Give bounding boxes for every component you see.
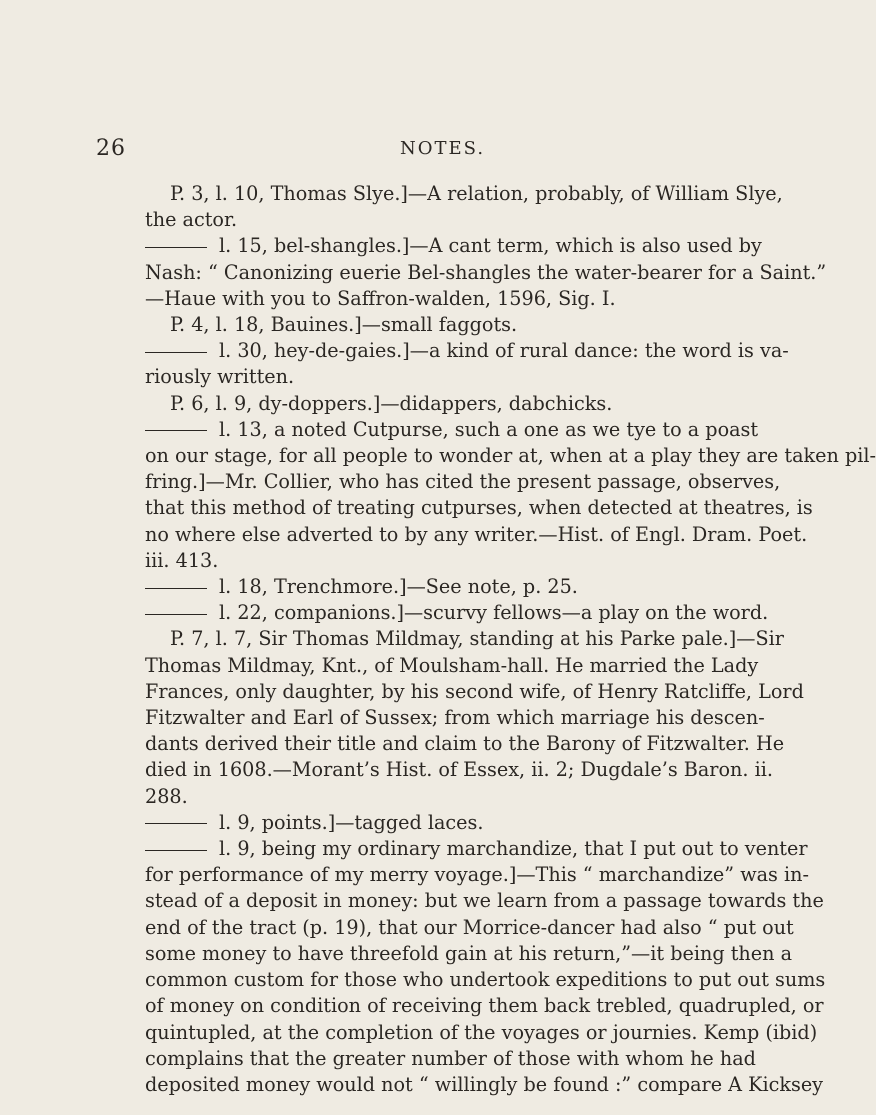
text-line-content: l. 15, bel-shangles.]—A cant term, which is also used by xyxy=(219,234,762,258)
text-line-content: for performance of my merry voyage.]—This “ marchandize” was in- xyxy=(145,863,809,887)
text-line xyxy=(145,679,804,705)
text-line xyxy=(145,286,711,312)
page-header xyxy=(0,136,800,168)
text-line xyxy=(145,181,783,207)
text-line-content: of money on condition of receiving them back trebled, quadrupled, or xyxy=(145,994,824,1018)
text-line xyxy=(145,653,759,679)
text-line-content: —Haue with you to Saffron-walden, 1596, Sig. I. xyxy=(145,286,616,310)
text-line xyxy=(145,626,784,652)
text-line xyxy=(145,915,794,941)
text-line xyxy=(145,862,809,888)
running-head: NOTES. xyxy=(400,138,486,159)
text-line-content: the actor. xyxy=(145,208,238,232)
text-line xyxy=(145,1072,824,1098)
text-line xyxy=(145,548,711,574)
text-line-content: l. 9, being my ordinary marchandize, that I put out to venter xyxy=(219,837,808,861)
text-line xyxy=(145,784,711,810)
text-line xyxy=(145,417,759,443)
text-line-content: Thomas Mildmay, Knt., of Moulsham-hall. He married the Lady xyxy=(145,653,759,677)
text-line-content: P. 7, l. 7, Sir Thomas Mildmay, standing at his Parke pale.]—Sir xyxy=(170,627,784,651)
text-line-content: P. 3, l. 10, Thomas Slye.]—A relation, probably, of William Slye, xyxy=(170,182,783,205)
text-line-content: end of the tract (p. 19), that our Morrice-dancer had also “ put out xyxy=(145,915,794,939)
text-line-content: iii. 413. xyxy=(145,548,219,572)
text-line-content: Fitzwalter and Earl of Sussex; from which marriage his descen- xyxy=(145,706,765,730)
text-line-content: on our stage, for all people to wonder at, when at a play they are taken pil- xyxy=(145,444,876,468)
ditto-dash xyxy=(145,588,207,589)
text-line xyxy=(145,338,789,364)
text-line-content: P. 4, l. 18, Bauines.]—small faggots. xyxy=(170,313,518,337)
text-line xyxy=(145,574,711,600)
ditto-dash xyxy=(145,430,207,431)
ditto-dash xyxy=(145,823,207,824)
text-line-content: Frances, only daughter, by his second wife, of Henry Ratcliffe, Lord xyxy=(145,679,804,703)
text-line-content: that this method of treating cutpurses, when detected at theatres, is xyxy=(145,496,813,520)
text-line-content: riously written. xyxy=(145,365,295,389)
text-line-content: l. 22, companions.]—scurvy fellows—a play on the word. xyxy=(219,601,769,625)
text-line xyxy=(145,888,824,914)
text-line xyxy=(145,810,711,836)
notes-body xyxy=(145,181,876,1098)
text-line-content: l. 9, points.]—tagged laces. xyxy=(219,810,484,834)
text-line xyxy=(145,522,808,548)
ditto-dash xyxy=(145,614,207,615)
ditto-dash xyxy=(145,850,207,851)
text-line xyxy=(145,757,773,783)
text-line xyxy=(145,469,781,495)
text-line-content: dants derived their title and claim to the Barony of Fitzwalter. He xyxy=(145,732,785,756)
text-line xyxy=(145,993,824,1019)
text-line xyxy=(145,600,769,626)
page-number: 26 xyxy=(96,136,126,161)
text-line xyxy=(145,1046,756,1072)
text-line-content: l. 30, hey-de-gaies.]—a kind of rural dance: the word is va- xyxy=(219,339,789,363)
text-line xyxy=(145,1020,818,1046)
text-line-content: deposited money would not “ willingly be found :” compare A Kicksey xyxy=(145,1072,824,1096)
text-line xyxy=(145,260,827,286)
text-line-content: 288. xyxy=(145,784,188,808)
text-line-content: no where else adverted to by any writer.—Hist. of Engl. Dram. Poet. xyxy=(145,522,808,546)
text-line xyxy=(145,443,876,469)
text-line-content: l. 18, Trenchmore.]—See note, p. 25. xyxy=(219,575,578,599)
text-line-content: complains that the greater number of those with whom he had xyxy=(145,1046,756,1070)
text-line-content: P. 6, l. 9, dy-doppers.]—didappers, dabchicks. xyxy=(170,391,613,415)
text-line-content: common custom for those who undertook expeditions to put out sums xyxy=(145,968,826,992)
text-line xyxy=(145,391,711,417)
ditto-dash xyxy=(145,352,207,353)
text-line xyxy=(145,836,808,862)
text-line xyxy=(145,731,785,757)
text-line-content: died in 1608.—Morant’s Hist. of Essex, ii. 2; Dugdale’s Baron. ii. xyxy=(145,758,773,782)
text-line-content: some money to have threefold gain at his return,”—it being then a xyxy=(145,941,793,965)
text-line xyxy=(145,495,813,521)
text-line-content: quintupled, at the completion of the voyages or journies. Kemp (ibid) xyxy=(145,1020,818,1044)
ditto-dash xyxy=(145,247,207,248)
text-line xyxy=(145,705,765,731)
text-line xyxy=(145,967,826,993)
text-line-content: Nash: “ Canonizing euerie Bel-shangles the water-bearer for a Saint.” xyxy=(145,260,827,284)
text-line xyxy=(145,364,711,390)
text-line xyxy=(145,312,711,338)
text-line-content: stead of a deposit in money: but we learn from a passage towards the xyxy=(145,889,824,913)
text-line-content: l. 13, a noted Cutpurse, such a one as we tye to a poast xyxy=(219,417,759,441)
text-line-content: fring.]—Mr. Collier, who has cited the present passage, observes, xyxy=(145,470,781,494)
text-line xyxy=(145,233,762,259)
text-line xyxy=(145,207,711,233)
text-line xyxy=(145,941,793,967)
